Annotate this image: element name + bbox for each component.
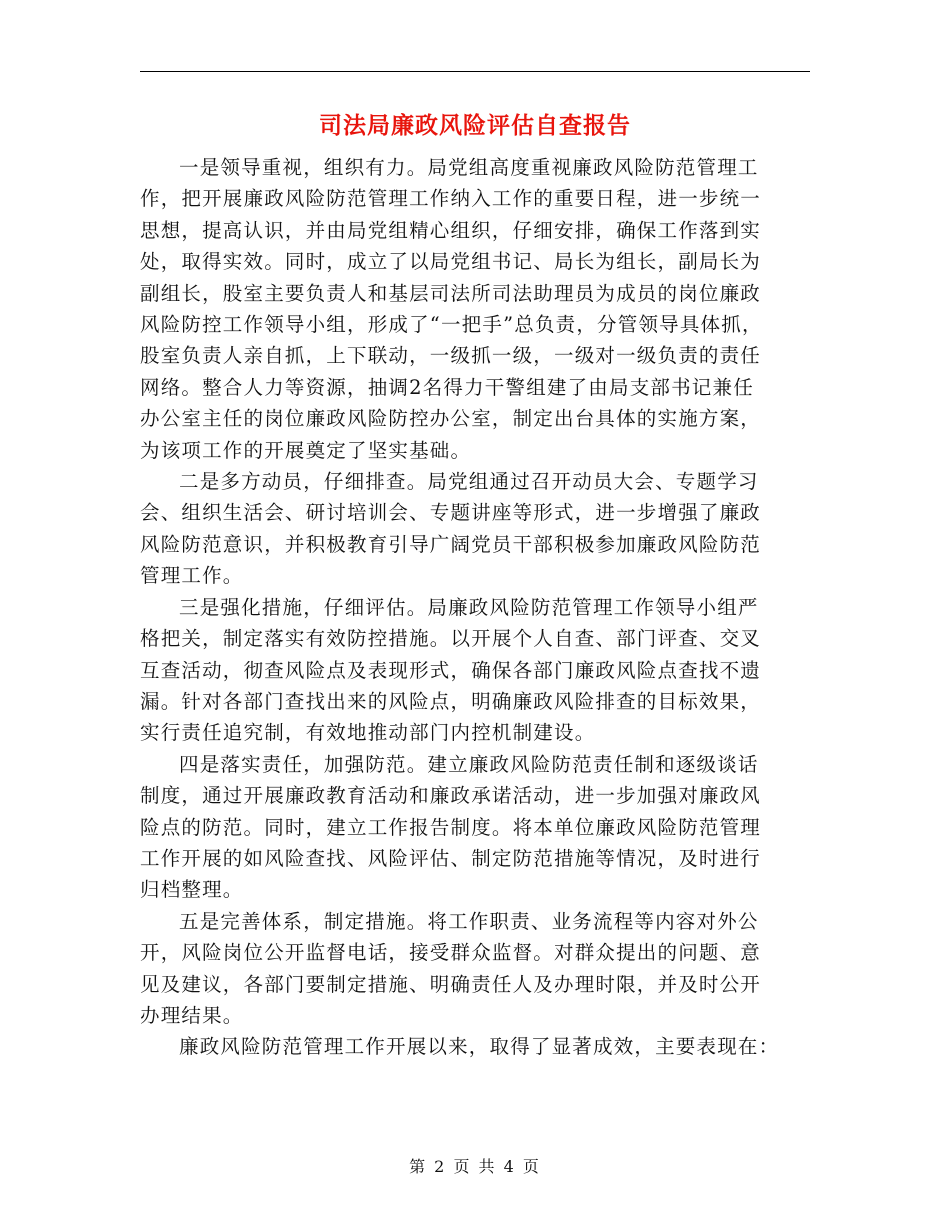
text-line: 风险防控工作领导小组，形成了“一把手”总负责，分管领导具体抓，: [140, 313, 763, 337]
text-line: 副组长，股室主要负责人和基层司法所司法助理员为成员的岗位廉政: [140, 281, 762, 305]
text-line: 开，风险岗位公开监督电话，接受群众监督。对群众提出的问题、意: [140, 941, 762, 965]
document-body: [140, 152, 810, 1063]
text-line: 股室负责人亲自抓，上下联动，一级抓一级，一级对一级负责的责任: [140, 344, 762, 368]
text-line: 办理结果。: [140, 1003, 244, 1027]
text-line: 廉政风险防范管理工作开展以来，取得了显著成效，主要表现在：: [179, 1035, 780, 1059]
paragraph-2: [140, 466, 810, 592]
paragraph-5: [140, 906, 810, 1032]
text-line: 见及建议，各部门要制定措施、明确责任人及办理时限，并及时公开: [140, 972, 762, 996]
text-line: 格把关，制定落实有效防控措施。以开展个人自查、部门评查、交叉: [140, 627, 762, 651]
text-line: 归档整理。: [140, 878, 244, 902]
text-line: 险点的防范。同时，建立工作报告制度。将本单位廉政风险防范管理: [140, 815, 762, 839]
text-line: 处，取得实效。同时，成立了以局党组书记、局长为组长，副局长为: [140, 250, 762, 274]
paragraph-3: [140, 592, 810, 749]
text-line: 为该项工作的开展奠定了坚实基础。: [140, 438, 472, 462]
header-rule: [140, 71, 810, 72]
paragraph-1: [140, 152, 810, 466]
text-line: 作，把开展廉政风险防范管理工作纳入工作的重要日程，进一步统一: [140, 187, 762, 211]
text-line: 互查活动，彻查风险点及表现形式，确保各部门廉政风险点查找不遗: [140, 658, 762, 682]
text-line: 五是完善体系，制定措施。将工作职责、业务流程等内容对外公: [179, 909, 759, 933]
text-line: 制度，通过开展廉政教育活动和廉政承诺活动，进一步加强对廉政风: [140, 784, 762, 808]
text-line: 工作开展的如风险查找、风险评估、制定防范措施等情况，及时进行: [140, 846, 762, 870]
paragraph-4: [140, 749, 810, 906]
text-line: 会、组织生活会、研讨培训会、专题讲座等形式，进一步增强了廉政: [140, 501, 762, 525]
document-title: 司法局廉政风险评估自查报告: [319, 112, 631, 139]
text-line: 管理工作。: [140, 564, 244, 588]
text-line: 风险防范意识，并积极教育引导广阔党员干部积极参加廉政风险防范: [140, 532, 762, 556]
text-line: 一是领导重视，组织有力。局党组高度重视廉政风险防范管理工: [179, 156, 759, 179]
text-line: 二是多方动员，仔细排查。局党组通过召开动员大会、专题学习: [179, 470, 759, 494]
text-line: 实行责任追究制，有效地推动部门内控机制建设。: [140, 721, 596, 745]
paragraph-6: [140, 1031, 810, 1062]
page-number: 第 2 页 共 4 页: [409, 1157, 541, 1176]
text-line: 四是落实责任，加强防范。建立廉政风险防范责任制和逐级谈话: [179, 752, 759, 776]
text-line: 网络。整合人力等资源，抽调2名得力干警组建了由局支部书记兼任: [140, 375, 754, 399]
text-line: 办公室主任的岗位廉政风险防控办公室，制定出台具体的实施方案，: [140, 407, 762, 431]
text-line: 三是强化措施，仔细评估。局廉政风险防范管理工作领导小组严: [179, 595, 759, 619]
text-line: 漏。针对各部门查找出来的风险点，明确廉政风险排查的目标效果，: [140, 689, 762, 713]
text-line: 思想，提高认识，并由局党组精心组织，仔细安排，确保工作落到实: [140, 218, 762, 242]
